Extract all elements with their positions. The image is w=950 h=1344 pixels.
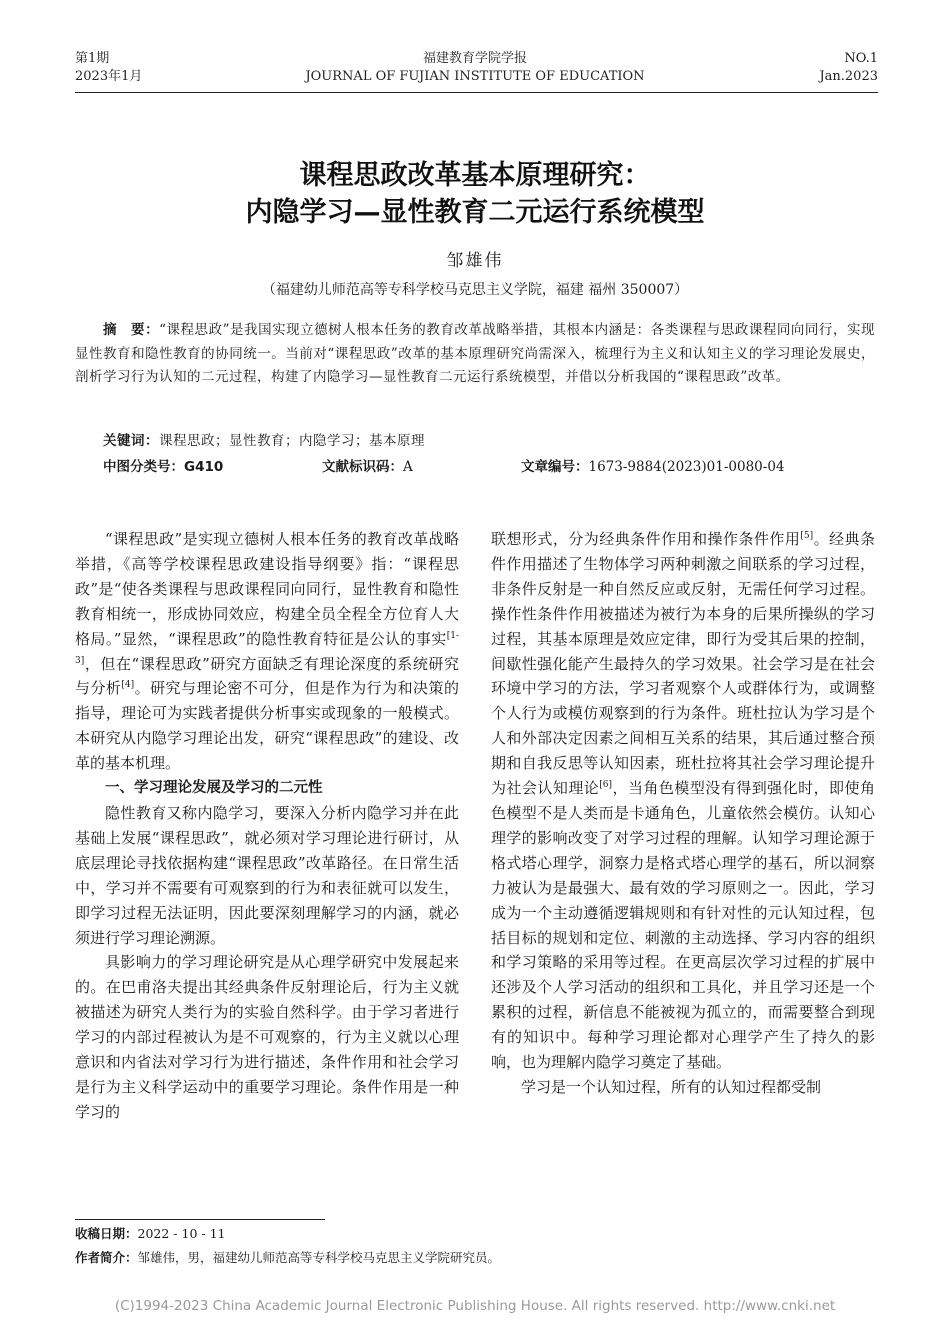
paragraph	[491, 527, 875, 1075]
header-center	[0, 50, 950, 86]
clc-value: G410	[184, 459, 224, 475]
article-value: 1673-9884(2023)01-0080-04	[588, 459, 785, 475]
abstract	[75, 319, 875, 390]
bio-value: 邹雄伟，男，福建幼儿师范高等专科学校马克思主义学院研究员。	[137, 1250, 501, 1265]
doc-label: 文献标识码：	[322, 459, 403, 475]
copyright-watermark: (C)1994-2023 China Academic Journal Electronic Publishing House. All rights reserved. http://www.cnki.net	[114, 1298, 836, 1314]
received-value: 2022 - 10 - 11	[137, 1226, 226, 1241]
citation: [4]	[121, 680, 135, 691]
abstract-label: 摘 要：	[103, 322, 160, 338]
author-affiliation: （福建幼儿师范高等专科学校马克思主义学院，福建 福州 350007）	[261, 282, 689, 298]
doc-value: A	[403, 459, 413, 475]
received-label: 收稿日期：	[75, 1226, 138, 1241]
paragraph: 具影响力的学习理论研究是从心理学研究中发展起来的。在巴甫洛夫提出其经典条件反射理论后，行为主义就被描述为研究人类行为的实验自然科学。由于学习者进行学习的内部过程被认为是不可观察的，行为主义就以心理意识和内省法对学习行为进行描述，条件作用和社会学习是行为主义科学运动中的重要学习理论。条件作用是一种学习的	[75, 953, 459, 1121]
section-heading: 一、学习理论发展及学习的二元性	[105, 780, 323, 797]
received-date	[75, 1225, 225, 1243]
paragraph: 学习是一个认知过程，所有的认知过程都受制	[521, 1077, 822, 1096]
author-name: 邹雄伟	[446, 251, 504, 271]
issue-number: 第1期	[75, 51, 110, 66]
paragraph	[75, 527, 459, 776]
body-column-left	[75, 527, 459, 1125]
paragraph-text: 。经典条件作用描述了生物体学习两种刺激之间联系的学习过程，非条件反射是一种自然反应或反射，无需任何学习过程。操作性条件作用被描述为被行为本身的后果所操纵的学习过程，其基本原理是效应定律，即行为受其后果的控制，间歇性强化能产生最持久的学习效果。社会学习是在社会环境中学习的方法，学习者观察个人或群体行为，或调整个人行为或模仿观察到的行为条件。班杜拉认为学习是个人和外部决定因素之间相互关系的结果，其后通过整合预期和自我反思等认知因素，班杜拉将其社会学习理论提升为社会认知理论	[491, 530, 875, 798]
paragraph-text: ，当角色模型没有得到强化时，即使角色模型不是人类而是卡通角色，儿童依然会模仿。认知心理学的影响改变了对学习过程的理解。认知学习理论源于格式塔心理学，洞察力是格式塔心理学的基石，所以洞察力被认为是最强大、最有效的学习原则之一。因此，学习成为一个主动遵循逻辑规则和有针对性的元认知过程，包括目标的规划和定位、刺激的主动选择、学习内容的组织和学习策略的采用等过程。在更高层次学习过程的扩展中还涉及个人学习活动的组织和工具化，并且学习还是一个累积的过程，新信息不能被视为孤立的，而需要整合到现有的知识中。每种学习理论都对心理学产生了持久的影响，也为理解内隐学习奠定了基础。	[491, 779, 875, 1072]
paragraph-text: 。研究与理论密不可分，但是作为行为和决策的指导，理论可为实践者提供分析事实或现象的一般模式。本研究从内隐学习理论出发，研究“课程思政”的建设、改革的基本机理。	[75, 679, 459, 773]
article-number	[521, 455, 785, 475]
clc-label: 中图分类号：	[103, 459, 184, 475]
keywords	[103, 429, 425, 449]
header-right	[819, 50, 878, 86]
keywords-label: 关键词：	[103, 433, 159, 449]
title-line-2: 内隐学习—显性教育二元运行系统模型	[245, 197, 705, 228]
footnote-rule	[75, 1219, 325, 1220]
abstract-text: “课程思政”是我国实现立德树人根本任务的教育改革战略举措，其根本内涵是：各类课程与思政课程同向同行，实现显性教育和隐性教育的协同统一。当前对“课程思政”改革的基本原理研究尚需深入，梳理行为主义和认知主义的学习理论发展史，剖析学习行为认知的二元过程，构建了内隐学习—显性教育二元运行系统模型，并借以分析我国的“课程思政”改革。	[75, 322, 875, 385]
paragraph-text: 联想形式，分为经典条件作用和操作条件作用	[491, 530, 801, 548]
keywords-text: 课程思政；显性教育；内隐学习；基本原理	[159, 433, 425, 449]
document-code	[322, 455, 413, 475]
citation: [1-3]	[75, 630, 459, 666]
citation: [6]	[599, 780, 613, 791]
paragraph-text: ，但在“课程思政”研究方面缺乏有理论深度的系统研究与分析	[75, 654, 459, 698]
article-label: 文章编号：	[521, 459, 589, 475]
title-line-1: 课程思政改革基本原理研究：	[299, 160, 651, 191]
citation: [5]	[800, 531, 814, 541]
body-column-right	[491, 527, 875, 1100]
journal-name-cn: 福建教育学院学报	[422, 51, 527, 66]
issue-date-en: Jan.2023	[819, 69, 878, 84]
journal-name-en: JOURNAL OF FUJIAN INSTITUTE OF EDUCATION	[305, 69, 645, 84]
paragraph-text: “课程思政”是实现立德树人根本任务的教育改革战略举措，《高等学校课程思政建设指导纲要》指：“课程思政”是“使各类课程与思政课程同向同行，显性教育和隐性教育相统一，形成协同效应，构建全员全程全方位育人大格局。”显然，“课程思政”的隐性教育特征是公认的事实	[75, 530, 459, 648]
issue-number-en: NO.1	[844, 51, 878, 66]
bio-label: 作者简介：	[75, 1250, 138, 1265]
paragraph: 隐性教育又称内隐学习，要深入分析内隐学习并在此基础上发展“课程思政”，就必须对学习理论进行研讨，从底层理论寻找依据构建“课程思政”改革路径。在日常生活中，学习并不需要有可观察到的行为和表征就可以发生，即学习过程无法证明，因此要深刻理解学习的内涵，就必须进行学习理论溯源。	[75, 803, 459, 947]
author-bio	[75, 1249, 500, 1267]
header-rule	[75, 92, 878, 93]
issue-date: 2023年1月	[75, 69, 143, 84]
clc-number	[103, 455, 223, 475]
paper-title	[0, 157, 950, 231]
